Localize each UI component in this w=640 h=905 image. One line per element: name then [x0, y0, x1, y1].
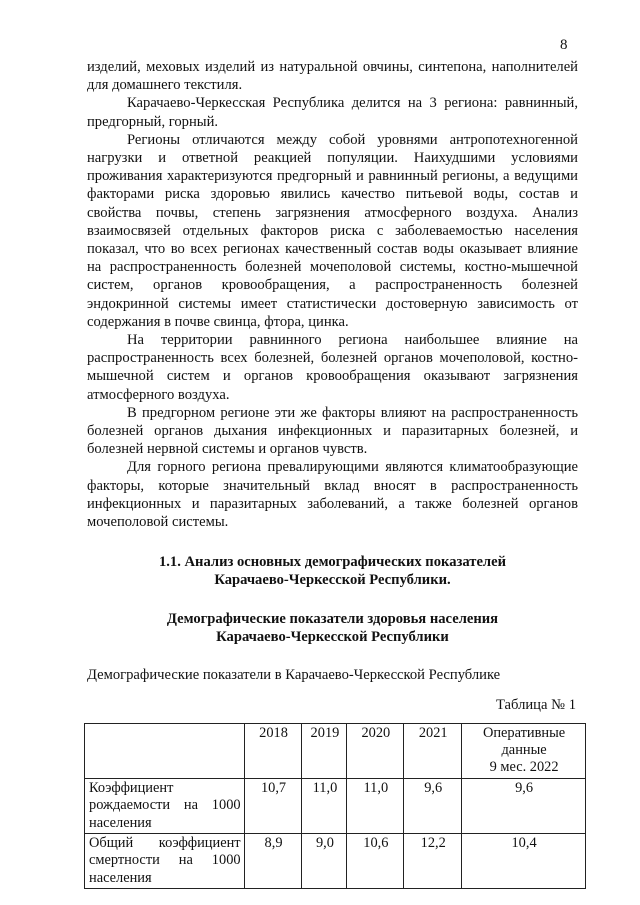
section-heading-line-2: Карачаево-Черкесской Республики. — [214, 572, 451, 589]
row-label: Общий коэффициент смертности на 1000 населения — [85, 833, 245, 888]
paragraph-6: Для горного региона превалирующими являются климатообразующие факторы, которые значительный вклад вносят в распространенность инфекционных и паразитарных заболеваний, а также болезней органов мочеполовой системы. — [87, 459, 578, 531]
table-cell: 10,7 — [244, 778, 302, 833]
table-header-cell — [85, 723, 245, 778]
table-row — [85, 833, 586, 888]
header-line: 9 мес. 2022 — [489, 759, 559, 776]
table-header-cell: 2019 — [302, 723, 347, 778]
section-heading — [87, 553, 578, 589]
table-header-cell-operational — [462, 723, 586, 778]
section-heading-line-1: 1.1. Анализ основных демографических показателей — [158, 554, 507, 571]
header-line: данные — [501, 741, 547, 758]
row-label: Коэффициент рождаемости на 1000 населения — [85, 778, 245, 833]
paragraph-4: На территории равнинного региона наибольшее влияние на распространенность всех болезней, болезней органов мочеполовой, костно-мышечной систем и органов кровообращения оказывают загрязнения атмосферного воздуха. — [87, 332, 578, 403]
table-cell: 9,0 — [302, 833, 347, 888]
table-header-row — [85, 723, 586, 778]
table-cell: 12,2 — [404, 833, 462, 888]
table-header-cell: 2020 — [347, 723, 404, 778]
table-cell: 10,6 — [347, 833, 404, 888]
table-cell: 11,0 — [302, 778, 347, 833]
table-cell: 9,6 — [404, 778, 462, 833]
paragraph-2: Карачаево-Черкесская Республика делится на 3 региона: равнинный, предгорный, горный. — [87, 95, 578, 130]
paragraph-5: В предгорном регионе эти же факторы влияют на распространенность болезней органов дыхания инфекционных и паразитарных болезней, и болезней нервной системы и органов чувств. — [87, 404, 578, 458]
table-label: Таблица № 1 — [496, 697, 576, 714]
page-number: 8 — [560, 37, 568, 53]
sub-heading-line-1: Демографические показатели здоровья населения — [166, 610, 499, 627]
table-header-cell: 2018 — [244, 723, 302, 778]
table-cell: 10,4 — [462, 833, 586, 888]
table-caption: Демографические показатели в Карачаево-Черкесской Республике — [87, 667, 501, 684]
table-cell: 11,0 — [347, 778, 404, 833]
sub-heading — [87, 610, 578, 646]
demographic-table — [84, 723, 586, 890]
table-cell: 9,6 — [462, 778, 586, 833]
header-line: Оперативные — [482, 724, 566, 741]
table-header-cell: 2021 — [404, 723, 462, 778]
sub-heading-line-2: Карачаево-Черкесской Республики — [216, 628, 449, 645]
document-body — [87, 58, 578, 889]
paragraph-1: изделий, меховых изделий из натуральной овчины, синтепона, наполнителей для домашнего текстиля. — [87, 59, 578, 94]
table-row — [85, 778, 586, 833]
table-cell: 8,9 — [244, 833, 302, 888]
paragraph-3: Регионы отличаются между собой уровнями антропотехногенной нагрузки и ответной реакцией популяции. Наихудшими условиями проживания характеризуются предгорный и равнинный регионы, а ведущими факторами риска здоровью явились качество питьевой воды, состав и свойства почвы, степень загрязнения атмосферного воздуха. Анализ взаимосвязей отдельных факторов риска с заболеваемостью населения показал, что во всех регионах качественный состав воды оказывает влияние на распространенность болезней мочеполовой системы, костно-мышечной систем, органов кровообращения, а распространенность болезней эндокринной системы имеет статистически достоверную зависимость от содержания в почве свинца, фтора, цинка. — [87, 131, 578, 330]
